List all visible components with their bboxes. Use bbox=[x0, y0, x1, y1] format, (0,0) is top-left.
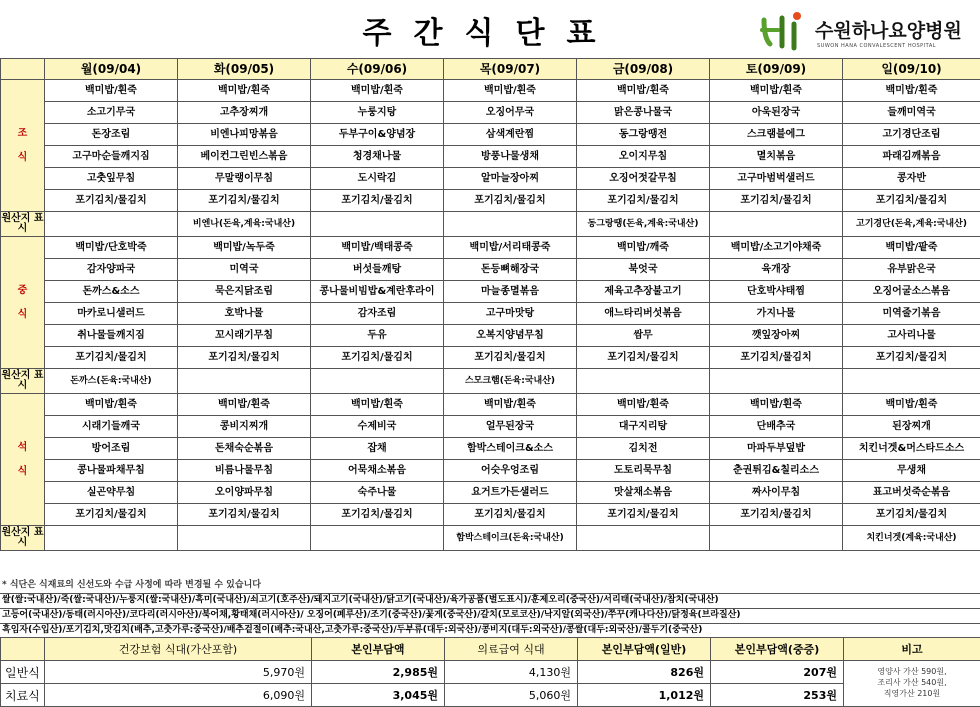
menu-item: 고춧잎무침 bbox=[45, 168, 178, 190]
menu-item: 백미밥/깨죽 bbox=[577, 237, 710, 259]
menu-item: 삼색계란찜 bbox=[444, 124, 577, 146]
menu-item: 돈장조림 bbox=[45, 124, 178, 146]
menu-item: 마카로니샐러드 bbox=[45, 303, 178, 325]
lunch-label bbox=[1, 237, 45, 369]
menu-item: 콩자반 bbox=[843, 168, 980, 190]
menu-item: 맛살채소볶음 bbox=[577, 482, 710, 504]
dinner-label-top: 석 bbox=[17, 441, 28, 453]
menu-item: 콩나물파채무침 bbox=[45, 460, 178, 482]
breakfast-row bbox=[1, 124, 980, 146]
menu-item: 백미밥/흰죽 bbox=[843, 80, 980, 102]
day-header: 일(09/10) bbox=[843, 59, 980, 80]
origin-cell bbox=[45, 212, 178, 237]
menu-item: 도토리묵무침 bbox=[577, 460, 710, 482]
page-title: 주간식단표 bbox=[362, 16, 618, 51]
cost-header: 본인부담액(일반) bbox=[578, 638, 711, 661]
menu-item: 도시락김 bbox=[311, 168, 444, 190]
menu-item: 호박나물 bbox=[178, 303, 311, 325]
menu-item: 고기경단조림 bbox=[843, 124, 980, 146]
dinner-label bbox=[1, 394, 45, 526]
menu-item: 소고기무국 bbox=[45, 102, 178, 124]
dinner-row bbox=[1, 460, 980, 482]
menu-item: 포기김치/물김치 bbox=[45, 347, 178, 369]
dinner-row bbox=[1, 504, 980, 526]
day-header: 월(09/04) bbox=[45, 59, 178, 80]
dinner-label-bottom: 식 bbox=[17, 465, 28, 477]
cost-corner bbox=[1, 638, 45, 661]
lunch-row bbox=[1, 347, 980, 369]
menu-item: 백미밥/흰죽 bbox=[311, 394, 444, 416]
origin-cell: 동그랑땡(돈육,계육:국내산) bbox=[577, 212, 710, 237]
menu-item: 포기김치/물김치 bbox=[444, 504, 577, 526]
day-header: 화(09/05) bbox=[178, 59, 311, 80]
menu-item: 요거트가든샐러드 bbox=[444, 482, 577, 504]
menu-item: 베이컨그린빈스볶음 bbox=[178, 146, 311, 168]
menu-item: 춘권튀김&칠리소스 bbox=[710, 460, 843, 482]
menu-item: 오징어무국 bbox=[444, 102, 577, 124]
menu-item: 치킨너겟&머스타드소스 bbox=[843, 438, 980, 460]
breakfast-label-bottom: 식 bbox=[17, 151, 28, 163]
menu-item: 육개장 bbox=[710, 259, 843, 281]
origin-label: 원산지 표시 bbox=[1, 526, 45, 551]
menu-item: 누룽지탕 bbox=[311, 102, 444, 124]
logo-mark-icon bbox=[760, 10, 810, 52]
menu-item: 어묵채소볶음 bbox=[311, 460, 444, 482]
breakfast-row bbox=[1, 168, 980, 190]
day-header-row bbox=[1, 59, 980, 80]
origin-cell bbox=[843, 369, 980, 394]
origin-cell bbox=[710, 526, 843, 551]
remark-line: 조리사 가산 540원, bbox=[877, 678, 947, 688]
menu-item: 백미밥/흰죽 bbox=[45, 394, 178, 416]
origin-cell: 함박스테이크(돈육:국내산) bbox=[444, 526, 577, 551]
menu-item: 함박스테이크&소스 bbox=[444, 438, 577, 460]
menu-item: 깻잎장아찌 bbox=[710, 325, 843, 347]
origin-label: 원산지 표시 bbox=[1, 212, 45, 237]
note-line: * 식단은 식재료의 신선도와 수급 사정에 따라 변경될 수 있습니다 bbox=[0, 576, 980, 594]
origin-cell bbox=[311, 369, 444, 394]
menu-item: 쌈무 bbox=[577, 325, 710, 347]
menu-item: 포기김치/물김치 bbox=[843, 347, 980, 369]
menu-item: 동그랑땡전 bbox=[577, 124, 710, 146]
menu-item: 멸치볶음 bbox=[710, 146, 843, 168]
menu-item: 고추장찌개 bbox=[178, 102, 311, 124]
menu-item: 백미밥/흰죽 bbox=[577, 80, 710, 102]
lunch-row bbox=[1, 303, 980, 325]
menu-item: 백미밥/팥죽 bbox=[843, 237, 980, 259]
menu-item: 취나물들깨지짐 bbox=[45, 325, 178, 347]
lunch-row bbox=[1, 325, 980, 347]
lunch-row bbox=[1, 259, 980, 281]
cost-header: 본인부담액(중증) bbox=[711, 638, 844, 661]
menu-item: 표고버섯죽순볶음 bbox=[843, 482, 980, 504]
menu-item: 무말랭이무침 bbox=[178, 168, 311, 190]
menu-item: 버섯들깨탕 bbox=[311, 259, 444, 281]
day-header: 목(09/07) bbox=[444, 59, 577, 80]
menu-item: 콩비지찌개 bbox=[178, 416, 311, 438]
menu-item: 포기김치/물김치 bbox=[577, 347, 710, 369]
menu-item: 포기김치/물김치 bbox=[45, 190, 178, 212]
menu-item: 제육고추장불고기 bbox=[577, 281, 710, 303]
cost-value: 826원 bbox=[578, 661, 711, 684]
menu-item: 청경채나물 bbox=[311, 146, 444, 168]
cost-remark bbox=[844, 661, 980, 707]
menu-item: 된장찌개 bbox=[843, 416, 980, 438]
day-header: 수(09/06) bbox=[311, 59, 444, 80]
cost-value: 1,012원 bbox=[578, 684, 711, 707]
menu-table bbox=[0, 58, 980, 551]
menu-item: 얼무된장국 bbox=[444, 416, 577, 438]
menu-item: 포기김치/물김치 bbox=[843, 504, 980, 526]
day-header: 토(09/09) bbox=[710, 59, 843, 80]
cost-header: 건강보험 식대(가산포함) bbox=[45, 638, 312, 661]
menu-item: 포기김치/물김치 bbox=[444, 347, 577, 369]
menu-item: 미역국 bbox=[178, 259, 311, 281]
remark-line: 직영가산 210원 bbox=[883, 688, 941, 698]
menu-item: 포기김치/물김치 bbox=[577, 190, 710, 212]
menu-item: 꼬시래기무침 bbox=[178, 325, 311, 347]
menu-item: 애느타리버섯볶음 bbox=[577, 303, 710, 325]
menu-item: 포기김치/물김치 bbox=[710, 504, 843, 526]
lunch-label-bottom: 식 bbox=[17, 308, 28, 320]
menu-item: 포기김치/물김치 bbox=[178, 504, 311, 526]
menu-item: 방어조림 bbox=[45, 438, 178, 460]
menu-item: 묵은지닭조림 bbox=[178, 281, 311, 303]
menu-item: 포기김치/물김치 bbox=[311, 347, 444, 369]
cost-row-label: 치료식 bbox=[1, 684, 45, 707]
menu-item: 김치전 bbox=[577, 438, 710, 460]
menu-item: 고구마맛탕 bbox=[444, 303, 577, 325]
logo-text: 수원하나요양병원 bbox=[815, 20, 962, 42]
dinner-row bbox=[1, 394, 980, 416]
menu-body bbox=[1, 80, 980, 551]
menu-item: 돈까스&소스 bbox=[45, 281, 178, 303]
origin-cell: 치킨너겟(계육:국내산) bbox=[843, 526, 980, 551]
menu-item: 돈채숙순볶음 bbox=[178, 438, 311, 460]
menu-item: 감자양파국 bbox=[45, 259, 178, 281]
cost-value: 5,970원 bbox=[45, 661, 312, 684]
menu-item: 백미밥/녹두죽 bbox=[178, 237, 311, 259]
menu-item: 백미밥/단호박죽 bbox=[45, 237, 178, 259]
menu-item: 포기김치/물김치 bbox=[311, 504, 444, 526]
menu-item: 포기김치/물김치 bbox=[710, 190, 843, 212]
menu-item: 시래기들깨국 bbox=[45, 416, 178, 438]
meal-cost-table bbox=[0, 637, 980, 707]
cost-value: 5,060원 bbox=[445, 684, 578, 707]
menu-item: 감자조림 bbox=[311, 303, 444, 325]
menu-item: 백미밥/흰죽 bbox=[444, 394, 577, 416]
origin-cell bbox=[178, 526, 311, 551]
day-header: 금(09/08) bbox=[577, 59, 710, 80]
origin-cell bbox=[710, 212, 843, 237]
origin-cell bbox=[178, 369, 311, 394]
menu-item: 가지나물 bbox=[710, 303, 843, 325]
logo-subtitle: SUWON HANA CONVALESCENT HOSPITAL bbox=[817, 43, 937, 49]
cost-value: 3,045원 bbox=[312, 684, 445, 707]
menu-item: 오징어젓갈무침 bbox=[577, 168, 710, 190]
menu-item: 포기김치/물김치 bbox=[843, 190, 980, 212]
menu-item: 미역줄기볶음 bbox=[843, 303, 980, 325]
corner-cell bbox=[1, 59, 45, 80]
menu-item: 두유 bbox=[311, 325, 444, 347]
menu-item: 포기김치/물김치 bbox=[444, 190, 577, 212]
lunch-row bbox=[1, 237, 980, 259]
origin-label: 원산지 표시 bbox=[1, 369, 45, 394]
menu-item: 콩나물비빔밥&계란후라이 bbox=[311, 281, 444, 303]
menu-item: 들깨미역국 bbox=[843, 102, 980, 124]
menu-item: 고사리나물 bbox=[843, 325, 980, 347]
breakfast-label-top: 조 bbox=[17, 127, 28, 139]
lunch-origin-row bbox=[1, 369, 980, 394]
origin-cell bbox=[311, 212, 444, 237]
menu-item: 스크램블에그 bbox=[710, 124, 843, 146]
breakfast-origin-row bbox=[1, 212, 980, 237]
menu-item: 마파두부덮밥 bbox=[710, 438, 843, 460]
cost-value: 2,985원 bbox=[312, 661, 445, 684]
menu-item: 아욱된장국 bbox=[710, 102, 843, 124]
cost-row bbox=[1, 684, 980, 707]
menu-item: 포기김치/물김치 bbox=[178, 347, 311, 369]
menu-item: 잡채 bbox=[311, 438, 444, 460]
menu-item: 단호박샤태찜 bbox=[710, 281, 843, 303]
menu-item: 방풍나물생채 bbox=[444, 146, 577, 168]
breakfast-label bbox=[1, 80, 45, 212]
cost-row-label: 일반식 bbox=[1, 661, 45, 684]
menu-item: 숙주나물 bbox=[311, 482, 444, 504]
menu-item: 백미밥/흰죽 bbox=[710, 80, 843, 102]
origin-cell: 비엔나(돈육,계육:국내산) bbox=[178, 212, 311, 237]
breakfast-row bbox=[1, 102, 980, 124]
menu-item: 고구마범벅샐러드 bbox=[710, 168, 843, 190]
menu-item: 알마늘장아찌 bbox=[444, 168, 577, 190]
menu-item: 수제비국 bbox=[311, 416, 444, 438]
menu-item: 백미밥/흰죽 bbox=[178, 80, 311, 102]
origin-cell: 고기경단(돈육,계육:국내산) bbox=[843, 212, 980, 237]
dinner-row bbox=[1, 416, 980, 438]
cost-value: 253원 bbox=[711, 684, 844, 707]
menu-item: 단배추국 bbox=[710, 416, 843, 438]
menu-item: 돈등뼈해장국 bbox=[444, 259, 577, 281]
menu-item: 포기김치/물김치 bbox=[577, 504, 710, 526]
menu-item: 비름나물무침 bbox=[178, 460, 311, 482]
origin-cell bbox=[45, 526, 178, 551]
cost-header-row bbox=[1, 638, 980, 661]
menu-item: 백미밥/흰죽 bbox=[710, 394, 843, 416]
menu-item: 백미밥/서리태콩죽 bbox=[444, 237, 577, 259]
menu-item: 비엔나피망볶음 bbox=[178, 124, 311, 146]
origin-cell: 스모크햄(돈육:국내산) bbox=[444, 369, 577, 394]
menu-item: 백미밥/흰죽 bbox=[577, 394, 710, 416]
menu-item: 포기김치/물김치 bbox=[311, 190, 444, 212]
note-line: 흑임자(수입산)/포기김치,맛김치(배추,고춧가루:중국산)/배추겉절이(배추:국내산,고춧가루:중국산)/두부류(대두:외국산)/콩비지(대두:외국산)/콩쌀(대두:외국산)/콜두기(중국산) bbox=[0, 621, 980, 639]
origin-cell bbox=[577, 369, 710, 394]
origin-cell bbox=[444, 212, 577, 237]
dinner-origin-row bbox=[1, 526, 980, 551]
menu-item: 포기김치/물김치 bbox=[178, 190, 311, 212]
menu-item: 오징어굴소스볶음 bbox=[843, 281, 980, 303]
menu-item: 실곤약무침 bbox=[45, 482, 178, 504]
cost-value: 4,130원 bbox=[445, 661, 578, 684]
hospital-logo bbox=[760, 10, 975, 52]
origin-cell bbox=[311, 526, 444, 551]
menu-item: 백미밥/백태콩죽 bbox=[311, 237, 444, 259]
menu-item: 유부맑은국 bbox=[843, 259, 980, 281]
menu-item: 맑은콩나물국 bbox=[577, 102, 710, 124]
breakfast-row bbox=[1, 190, 980, 212]
menu-item: 고구마순들깨지짐 bbox=[45, 146, 178, 168]
menu-item: 대구지리탕 bbox=[577, 416, 710, 438]
lunch-label-top: 중 bbox=[17, 284, 28, 296]
menu-item: 포기김치/물김치 bbox=[710, 347, 843, 369]
menu-item: 어슷우엉조림 bbox=[444, 460, 577, 482]
menu-item: 포기김치/물김치 bbox=[45, 504, 178, 526]
menu-item: 오이양파무침 bbox=[178, 482, 311, 504]
lunch-row bbox=[1, 281, 980, 303]
cost-row bbox=[1, 661, 980, 684]
menu-item: 오이지무침 bbox=[577, 146, 710, 168]
dinner-row bbox=[1, 482, 980, 504]
menu-item: 무생채 bbox=[843, 460, 980, 482]
cost-value: 207원 bbox=[711, 661, 844, 684]
origin-cell: 돈까스(돈육:국내산) bbox=[45, 369, 178, 394]
cost-header: 본인부담액 bbox=[312, 638, 445, 661]
cost-header: 의료급여 식대 bbox=[445, 638, 578, 661]
menu-item: 백미밥/흰죽 bbox=[311, 80, 444, 102]
note-line: 고등어(국내산)/동태(러시아산)/코다리(러시아산)/북어채,황태채(러시아산)/ 오징어(페루산)/조기(중국산)/꽃게(중국산)/갈치(모로코산)/낙지알(외국산)/쭈꾸(캐나다산)/닭정육(브라질산) bbox=[0, 606, 980, 624]
menu-item: 두부구이&양념장 bbox=[311, 124, 444, 146]
menu-item: 백미밥/흰죽 bbox=[444, 80, 577, 102]
menu-item: 파래김깨볶음 bbox=[843, 146, 980, 168]
origin-cell bbox=[710, 369, 843, 394]
menu-item: 오복지양념무침 bbox=[444, 325, 577, 347]
remark-line: 영양사 가산 590원, bbox=[877, 667, 947, 677]
menu-item: 백미밥/흰죽 bbox=[843, 394, 980, 416]
menu-item: 마늘종멸볶음 bbox=[444, 281, 577, 303]
cost-value: 6,090원 bbox=[45, 684, 312, 707]
menu-item: 짜사이무침 bbox=[710, 482, 843, 504]
breakfast-row bbox=[1, 146, 980, 168]
origin-cell bbox=[577, 526, 710, 551]
menu-item: 북엇국 bbox=[577, 259, 710, 281]
menu-item: 백미밥/소고기야채죽 bbox=[710, 237, 843, 259]
menu-item: 백미밥/흰죽 bbox=[45, 80, 178, 102]
breakfast-row bbox=[1, 80, 980, 102]
page-header bbox=[0, 0, 980, 58]
note-line: 쌀(쌀:국내산)/죽(쌀:국내산)/누룽지(쌀:국내산)/흑미(국내산)/쇠고기(호주산)/돼지고기(국내산)/닭고기(국내산)/육가공품(별도표시)/훈제오리(중국산)/서리태(국내산)/참치(국내산) bbox=[0, 591, 980, 609]
cost-header: 비고 bbox=[844, 638, 980, 661]
dinner-row bbox=[1, 438, 980, 460]
menu-item: 백미밥/흰죽 bbox=[178, 394, 311, 416]
